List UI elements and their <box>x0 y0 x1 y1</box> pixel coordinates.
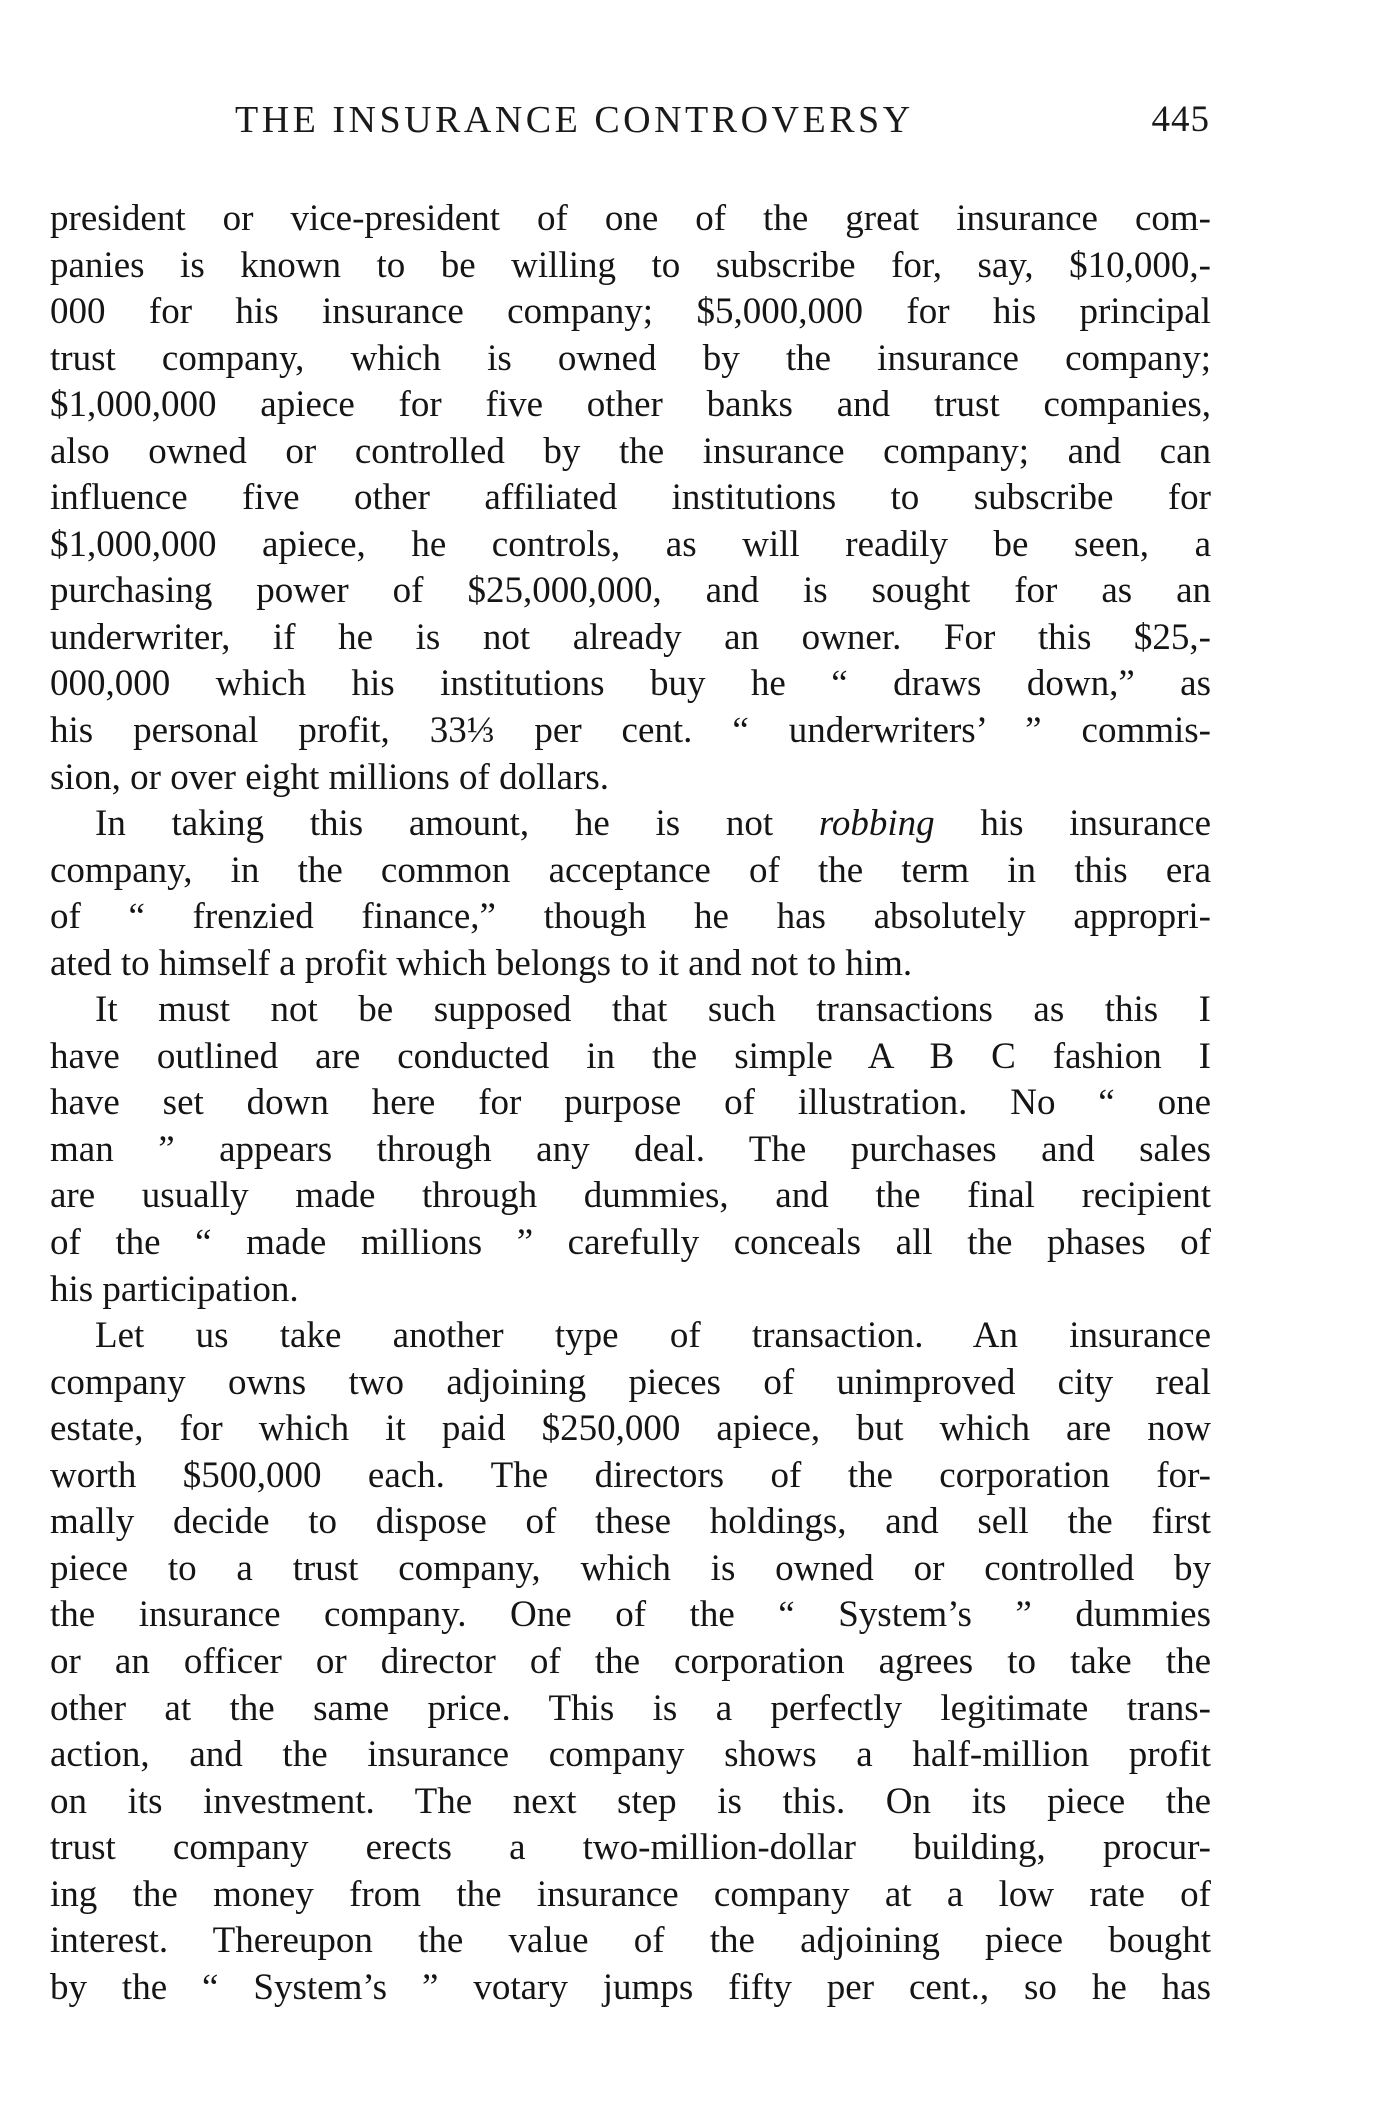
text-run: his insurance <box>934 803 1211 845</box>
text-line: trust company, which is owned by the insurance company; <box>50 337 1211 379</box>
text-line: panies is known to be willing to subscribe for, say, $10,000,- <box>50 244 1211 286</box>
text-line: by the “ System’s ” votary jumps fifty per cent., so he has <box>50 1966 1211 2008</box>
text-line: company, in the common acceptance of the term in this era <box>50 849 1211 891</box>
text-line: influence five other affiliated institutions to subscribe for <box>50 477 1211 519</box>
text-line <box>50 801 1211 848</box>
paragraph-end-line: ated to himself a profit which belongs to it and not to him. <box>50 942 913 984</box>
running-title: THE INSURANCE CONTROVERSY <box>235 99 914 141</box>
text-line: estate, for which it paid $250,000 apiece, but which are now <box>50 1408 1211 1450</box>
text-run: In taking this amount, he is not <box>95 803 819 845</box>
text-line: interest. Thereupon the value of the adjoining piece bought <box>50 1920 1211 1962</box>
text-line: $1,000,000 apiece for five other banks and trust companies, <box>50 384 1211 426</box>
text-line: Let us take another type of transaction. An insurance <box>95 1315 1211 1357</box>
text-line: man ” appears through any deal. The purchases and sales <box>50 1128 1211 1170</box>
text-line: trust company erects a two-million-dollar building, procur- <box>50 1827 1211 1869</box>
text-line: purchasing power of $25,000,000, and is sought for as an <box>50 570 1211 612</box>
text-line: have set down here for purpose of illustration. No “ one <box>50 1082 1211 1124</box>
text-line: president or vice-president of one of the great insurance com- <box>50 198 1211 239</box>
text-line: of “ frenzied finance,” though he has absolutely appropri- <box>50 896 1211 938</box>
page-number: 445 <box>1151 99 1210 140</box>
running-header <box>50 98 1210 158</box>
text-line: of the “ made millions ” carefully conceals all the phases of <box>50 1222 1211 1264</box>
text-line: piece to a trust company, which is owned or controlled by <box>50 1547 1211 1589</box>
text-line: action, and the insurance company shows a half-million profit <box>50 1734 1211 1776</box>
text-line: ing the money from the insurance company at a low rate of <box>50 1873 1211 1915</box>
text-line: 000,000 which his institutions buy he “ draws down,” as <box>50 663 1211 705</box>
text-line: underwriter, if he is not already an owner. For this $25,- <box>50 616 1211 658</box>
text-line: other at the same price. This is a perfectly legitimate trans- <box>50 1687 1211 1729</box>
paragraph-end-line: sion, or over eight millions of dollars. <box>50 756 610 798</box>
text-line: the insurance company. One of the “ System’s ” dummies <box>50 1594 1211 1636</box>
text-line: also owned or controlled by the insurance company; and can <box>50 430 1211 472</box>
text-line: have outlined are conducted in the simple A B C fashion I <box>50 1035 1211 1077</box>
body-text <box>50 196 1211 2011</box>
text-line: mally decide to dispose of these holdings, and sell the first <box>50 1501 1211 1543</box>
text-line: worth $500,000 each. The directors of the corporation for- <box>50 1454 1211 1496</box>
paragraph-end-line: his participation. <box>50 1268 299 1310</box>
text-line: or an officer or director of the corporation agrees to take the <box>50 1640 1211 1682</box>
text-line: are usually made through dummies, and the final recipient <box>50 1175 1211 1217</box>
text-line: It must not be supposed that such transactions as this I <box>95 989 1211 1031</box>
text-line: 000 for his insurance company; $5,000,000 for his principal <box>50 291 1211 333</box>
text-line: $1,000,000 apiece, he controls, as will readily be seen, a <box>50 523 1211 565</box>
text-line: company owns two adjoining pieces of unimproved city real <box>50 1361 1211 1403</box>
italic-text: robbing <box>818 803 935 845</box>
text-line: on its investment. The next step is this. On its piece the <box>50 1780 1211 1822</box>
text-line: his personal profit, 33⅓ per cent. “ underwriters’ ” commis- <box>50 710 1211 752</box>
